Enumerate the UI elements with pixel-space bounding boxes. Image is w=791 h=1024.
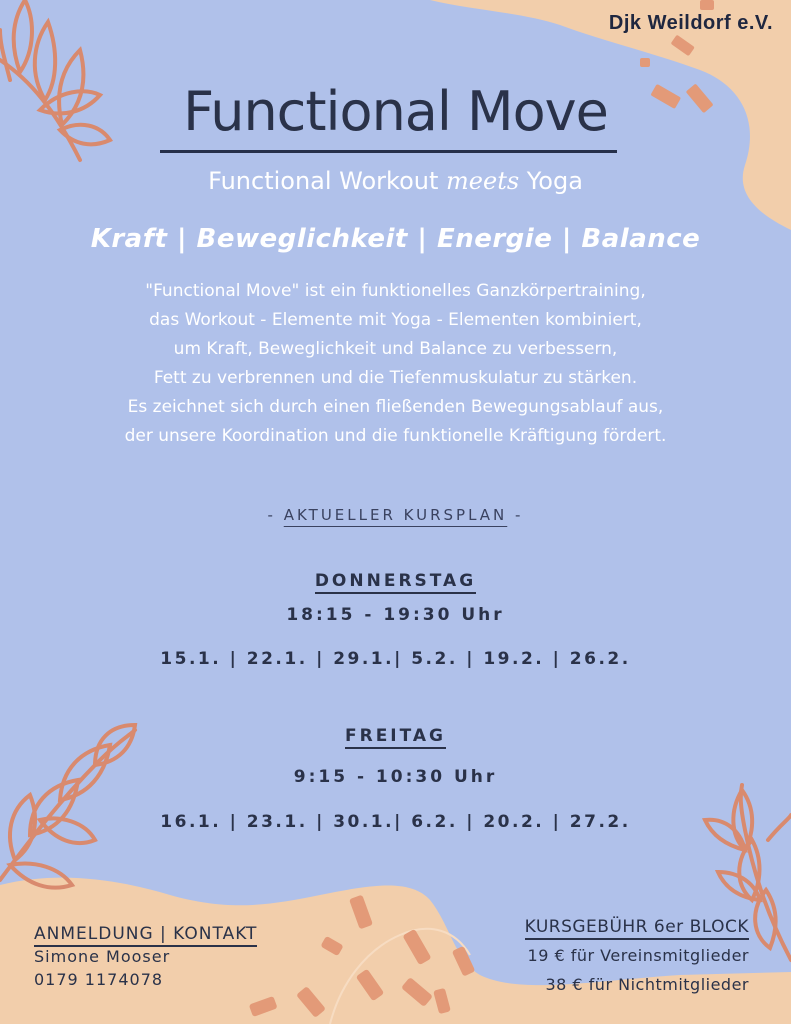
schedule-heading — [0, 506, 791, 524]
day-thursday — [0, 571, 791, 591]
day-label: FREITAG — [345, 726, 446, 749]
description-line: um Kraft, Beweglichkeit und Balance zu verbessern, — [173, 339, 618, 359]
schedule-heading-prefix: - — [267, 506, 284, 524]
subtitle — [0, 167, 791, 195]
description-line: Fett zu verbrennen und die Tiefenmuskulatur zu stärken. — [153, 368, 638, 388]
leaf-branch-bottom-left — [0, 725, 135, 888]
description-line: der unsere Koordination und die funktionelle Kräftigung fördert. — [124, 426, 667, 446]
schedule-heading-text: AKTUELLER KURSPLAN — [283, 506, 508, 524]
fee-nonmembers: 38 € für Nichtmitglieder — [545, 975, 749, 994]
subtitle-part1: Functional Workout — [208, 167, 439, 195]
schedule-heading-suffix: - — [507, 506, 524, 524]
day-friday — [0, 726, 791, 746]
day-label: DONNERSTAG — [315, 571, 476, 594]
club-name: Djk Weildorf e.V. — [608, 12, 773, 34]
dates-thursday: 15.1. | 22.1. | 29.1.| 5.2. | 19.2. | 26.2. — [160, 649, 631, 669]
tagline: Kraft | Beweglichkeit | Energie | Balance — [90, 224, 701, 254]
time-friday: 9:15 - 10:30 Uhr — [293, 767, 498, 787]
time-thursday: 18:15 - 19:30 Uhr — [286, 605, 505, 625]
description-line: Es zeichnet sich durch einen fließenden Bewegungsablauf aus, — [127, 397, 664, 417]
contact-heading: ANMELDUNG | KONTAKT — [34, 923, 257, 947]
page-title: Functional Move — [183, 80, 608, 143]
subtitle-part2: meets — [446, 167, 520, 195]
subtitle-part3: Yoga — [526, 167, 583, 195]
dates-friday: 16.1. | 23.1. | 30.1.| 6.2. | 20.2. | 27.2. — [160, 812, 631, 832]
contact-phone: 0179 1174078 — [34, 970, 164, 989]
description — [40, 277, 751, 451]
fee-members: 19 € für Vereinsmitglieder — [527, 946, 749, 965]
description-line: das Workout - Elemente mit Yoga - Elementen kombiniert, — [149, 310, 642, 330]
description-line: "Functional Move" ist ein funktionelles Ganzkörpertraining, — [145, 281, 646, 301]
fee-heading: KURSGEBÜHR 6er BLOCK — [525, 916, 749, 940]
contact-name: Simone Mooser — [34, 947, 171, 966]
title-underline — [160, 150, 617, 153]
